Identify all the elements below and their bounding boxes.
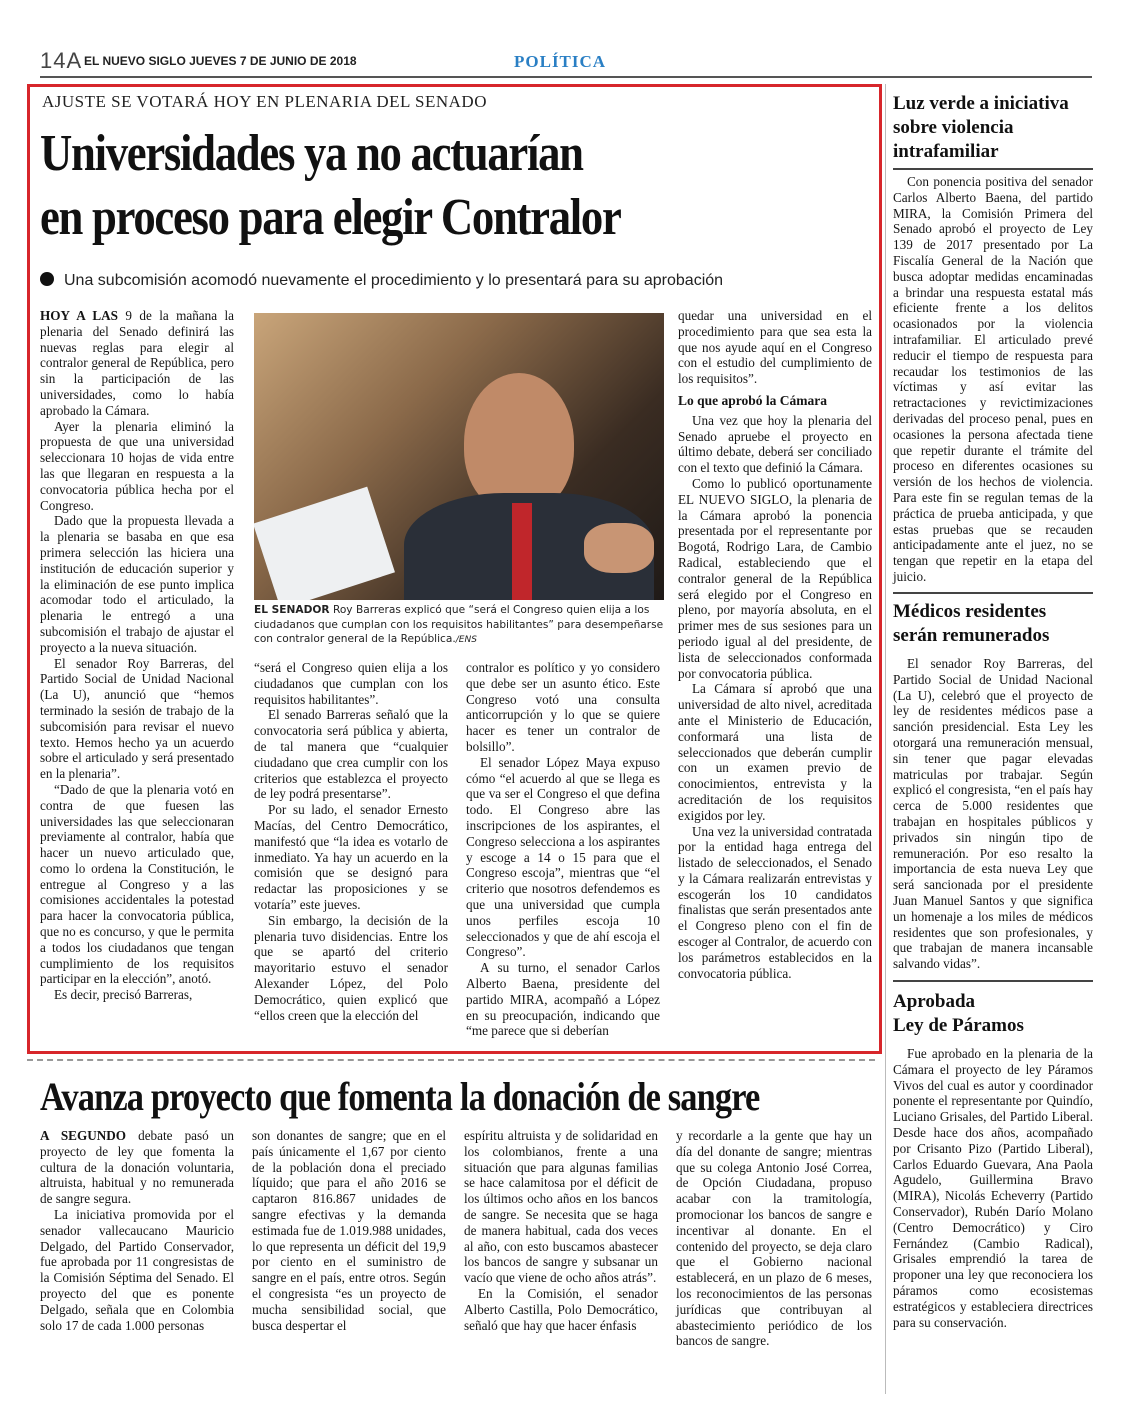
main-kicker: AJUSTE SE VOTARÁ HOY EN PLENARIA DEL SENADO [42, 92, 487, 111]
header-rule [40, 76, 1092, 78]
paragraph: Por su lado, el senador Ernesto Macías, del Centro Democrático, manifestó que “la idea es votarlo de inmediato. Ya hay un acuerdo en la comisión que se designó para redactar las proposiciones y se votaría” este jueves. [254, 802, 448, 912]
second-col-1 [40, 1128, 234, 1333]
sidebar-story3-top-rule [893, 980, 1093, 982]
title-line: intrafamiliar [893, 141, 999, 162]
section-subtitle: Lo que aprobó la Cámara [678, 392, 828, 408]
sidebar-story3-body [893, 1046, 1093, 1330]
paragraph: En la Comisión, el senador Alberto Castilla, Polo Democrático, señaló que hay que hacer énfasis [464, 1285, 658, 1333]
main-col-3 [466, 660, 660, 1039]
paragraph: espíritu altruista y de solidaridad en los colombianos, frente a una situación que para algunas familias se hace calamitosa por el déficit de los últimos ocho años en los bancos de sangre. Se necesita que se haga de manera habitual, cada dos veces al año, con esto buscamos abastecer los bancos de sangre y subsanar un vacío que viene de ocho años atrás”. [464, 1128, 658, 1286]
paragraph: quedar una universidad en el procedimiento para que sea esta la que nos ayude aquí en el Congreso con el estudio del cumplimiento de los requisitos”. [678, 308, 872, 387]
paragraph: La Cámara sí aprobó que una universidad de alto nivel, acreditada ante el Ministerio de Educación, conformará una lista de seleccionados que deberán cumplir con un examen previo de conocimientos, entrevista y la acreditación de los requisitos exigidos por ley. [678, 681, 872, 823]
second-col-4 [676, 1128, 872, 1349]
paragraph: son donantes de sangre; que en el país únicamente el 1,67 por ciento de la población dona el preciado líquido; que para el año 2016 se captaron 816.867 unidades de sangre efectivas y la demanda estimada fue de 1.019.988 unidades, lo que representa un déficit del 19,9 por ciento en el suministro de sangre en el país, entre otros. Según el congresista “es un proyecto de mucha sensibilidad social, que busca despertar el [252, 1128, 446, 1333]
paragraph: El senador Roy Barreras, del Partido Social de Unidad Nacional (La U), anunció que “hemos terminado la sesión de trabajo de la subcomisión para revisar el nuevo texto. Hemos hecho ya un acuerdo sobre el articulado y será presentado en la plenaria”. [40, 655, 234, 782]
bullet-icon [40, 272, 54, 286]
caption-text: Roy Barreras explicó que “será el Congreso quien elija a los ciudadanos que cumplan con los requisitos habilitantes” para desempeñarse con contralor general de la República. [254, 604, 664, 645]
sidebar-story1-rule [893, 168, 1093, 170]
main-headline [40, 122, 754, 250]
second-lead: A SEGUNDO [40, 1128, 127, 1143]
title-line: Luz verde a iniciativa [893, 93, 1069, 114]
senator-photo [254, 313, 664, 600]
main-col-4 [678, 308, 872, 981]
gesturing-hand [584, 523, 654, 573]
paragraph: “Dado de que la plenaria votó en contra de que fuesen las universidades las que seleccionaran previamente al contralor, había que hacer un nuevo articulado que, como lo ordena la Constitución, le entregue al Congreso y a las comisiones accidentales la potestad para hacer la convocatoria pública, que no es concurso, y que le permita a todos los ciudadanos que tengan cumplimiento de los requisitos participar en la elección”, anotó. [40, 781, 234, 987]
sidebar-story2-top-rule [893, 592, 1093, 594]
paragraph: Ayer la plenaria eliminó la propuesta de que una universidad seleccionara 10 hojas de vida entre las que llegaran en respuesta a la convocatoria pública hecha por el Congreso. [40, 418, 234, 513]
main-lead: HOY A LAS [40, 308, 119, 323]
paragraph: Con ponencia positiva del senador Carlos Alberto Baena, del partido MIRA, la Comisión Primera del Senado aprobó el proyecto de Ley 139 de 2017 presentado por La Fiscalía General de la Nación que busca adoptar medidas encaminadas a brindar una respuesta estatal más eficiente frente a los delitos ocasionados por la violencia intrafamiliar. El articulado prevé reducir el tiempo de respuesta para recaudar los testimonios de las víctimas y así evitar las retractaciones y revictimizaciones derivadas del proceso penal, pues en ocasiones la persona afectada tiene que repetir durante el trámite del proceso en diferentes ocasiones su versión de los hechos de violencia. Para este fin se regulan temas de la práctica de prueba anticipada, y que estas pruebas que se recauden anticipadamente ante el juez, no se tengan que repetir en la etapa del juicio. [893, 174, 1093, 584]
second-col-2 [252, 1128, 446, 1333]
paragraph: Es decir, precisó Barreras, [54, 987, 193, 1003]
photo-caption [254, 603, 664, 648]
paragraph: La iniciativa promovida por el senador vallecaucano Mauricio Delgado, del Partido Conservador, fue aprobada por 11 congresistas de la Comisión Séptima del Senado. El proyecto del que es ponente Delgado, señala que en Colombia solo 17 de cada 1.000 personas [40, 1206, 234, 1333]
main-subhead [40, 272, 870, 290]
sidebar-story3-title [893, 990, 1024, 1038]
paragraph: Una vez la universidad contratada por la entidad haga entrega del listado de seleccionados, el Senado y la Cámara realizarán entrevistas y escogerán los 10 candidatos finalistas que serán presentados ante el Congreso pleno con el fin de escoger al Contralor, de acuerdo con los parámetros establecidos en la convocatoria pública. [678, 823, 872, 981]
title-line: serán remunerados [893, 625, 1050, 646]
senator-tie [512, 503, 532, 600]
sidebar-story1-title [893, 92, 1069, 164]
main-headline-line1: Universidades ya no actuarían [40, 125, 583, 182]
paragraph: Una vez que hoy la plenaria del Senado apruebe el proyecto en último debate, deberá ser conciliado con el texto que definió la Cámara. [678, 412, 872, 476]
second-headline: Avanza proyecto que fomenta la donación de sangre [40, 1074, 760, 1119]
paragraph: El senador Roy Barreras, del Partido Social de Unidad Nacional (La U), celebró que el proyecto de ley de residentes médicos pase a sanción presidencial. Esta Ley les otorgará una remuneración mensual, sin tener que pagar elevadas matriculas por trabajar. Según explicó el congresista, “en el país hay cerca de 5.000 residentes que trabajan en hospitales públicos y privados sin ningún tipo de remuneración. Por eso resalto la importancia de esta nueva Ley que será sancionada por el presidente Juan Manuel Santos y que significa un homenaje a los miles de médicos residentes que son profesionales, y que trabajan de manera incansable salvando vidas”. [893, 656, 1093, 972]
sidebar-story1-body [893, 174, 1093, 585]
paragraph: A su turno, el senador Carlos Alberto Baena, presidente del partido MIRA, acompañó a López en su preocupación, indicando que “me parece que si deberían [466, 960, 660, 1039]
paragraph: Sin embargo, la decisión de la plenaria tuvo disidencias. Entre los que se apartó del criterio mayoritario estuvo el senador Alexander López, del Polo Democrático, quien explicó que “ellos creen que la elección del [254, 912, 448, 1023]
title-line: Ley de Páramos [893, 1015, 1024, 1036]
sidebar-story2-title [893, 600, 1049, 648]
senator-head [464, 373, 574, 513]
main-subhead-text: Una subcomisión acomodó nuevamente el procedimiento y lo presentará para su aprobación [64, 272, 724, 289]
paragraph: Fue aprobado en la plenaria de la Cámara el proyecto de ley Páramos Vivos del cual es autor y coordinador ponente el representante por Quindío, Luciano Grisales, del Partido Liberal. Desde hace dos años, acompañado por Crisanto Pizo (Partido Liberal), Carlos Eduardo Guevara, Ana Paola Agudelo, Guillermina Bravo (MIRA), Nicolás Echeverry (Partido Conservador), Rubén Darío Molano (Centro Democrático) y Ciro Fernández (Cambio Radical), Grisales emprendió la tarea de proponer una ley que reconociera los páramos como ecosistemas estratégicos y estableciera directrices para su conservación. [893, 1046, 1093, 1330]
sidebar-rule [885, 84, 886, 1394]
sidebar-story2-body [893, 656, 1093, 972]
page-header [40, 48, 1092, 78]
paragraph: debate pasó un proyecto de ley que fomenta la cultura de la donación voluntaria, altruista, habitual y no remunerada de sangre segura. [40, 1128, 234, 1207]
article-separator [27, 1059, 875, 1061]
paragraph: “será el Congreso quien elija a los ciudadanos que cumplan con los requisitos habilitantes”. [254, 660, 448, 707]
section-name: POLÍTICA [514, 52, 607, 71]
paragraph: El senador López Maya expuso cómo “el acuerdo al que se llega es que va ser el Congreso el que defina todo. El Congreso abre las inscripciones de los aspirantes, el Congreso selecciona a los aspirantes y escoge a 14 o 15 para que el Congreso escoja”, mientras que “el criterio que nosotros defendemos es que una universidad que cumpla unos perfiles escoja 10 seleccionados y que de ahí escoja el Congreso”. [466, 754, 660, 960]
paragraph: y recordarle a la gente que hay un día del donante de sangre; mientras que su colega Antonio José Correa, de Opción Ciudadana, propuso acabar con la tramitología, promocionar los bancos de sangre e incentivar al donante. En el contenido del proyecto, se deja claro que el Gobierno nacional establecerá, en un plazo de 6 meses, los reconocimientos de las personas jurídicas que contribuyan al abastecimiento periódico de los bancos de sangre. [676, 1128, 872, 1349]
photo-credit: /ENS [455, 635, 477, 645]
title-line: Médicos residentes [893, 601, 1047, 622]
document-in-hand [254, 487, 395, 600]
title-line: Aprobada [893, 991, 976, 1012]
main-col-2 [254, 660, 448, 1023]
second-col-3 [464, 1128, 658, 1333]
paragraph: contralor es político y yo considero que debe ser un asunto ético. Este Congreso votó una consulta anticorrupción y lo que se quiere hacer es tener un contralor de bolsillo”. [466, 660, 660, 754]
paragraph: Como lo publicó oportunamente EL NUEVO SIGLO, la plenaria de la Cámara aprobó la ponencia presentada por el representante por Bogotá, Rodrigo Lara, de Cambio Radical, estableciendo que el contralor general de la República será elegido por el Congreso en pleno, por mayoría absoluta, en el primer mes de sus sesiones para un periodo igual al del presidente, de lista de seleccionados conformada por convocatoria pública. [678, 475, 872, 681]
paragraph: El senado Barreras señaló que la convocatoria será pública y abierta, de tal manera que “cualquier ciudadano que crea cumplir con los criterios que establezca el proyecto de ley podrá presentarse”. [254, 707, 448, 802]
main-col-1 [40, 308, 234, 1003]
paragraph: Dado que la propuesta llevada a la plenaria se basaba en que esa primera selección las hiciera una institución de educación superior y la eliminación de ese punto implica acomodar todo el articulado, la plenaria le entregó a una subcomisión el trabajo de ajustar el proyecto a la nueva situación. [40, 513, 234, 655]
caption-lead: EL SENADOR [254, 604, 330, 616]
paper-and-date: EL NUEVO SIGLO JUEVES 7 DE JUNIO DE 2018 [84, 54, 357, 68]
page-number: 14A [40, 48, 83, 73]
title-line: sobre violencia [893, 117, 1014, 138]
paragraph: 9 de la mañana la plenaria del Senado definirá las nuevas reglas para elegir al contralor general de República, pero sin la participación de las universidades, como lo había aprobado la Cámara. [40, 308, 234, 418]
main-headline-line2: en proceso para elegir Contralor [40, 189, 621, 246]
